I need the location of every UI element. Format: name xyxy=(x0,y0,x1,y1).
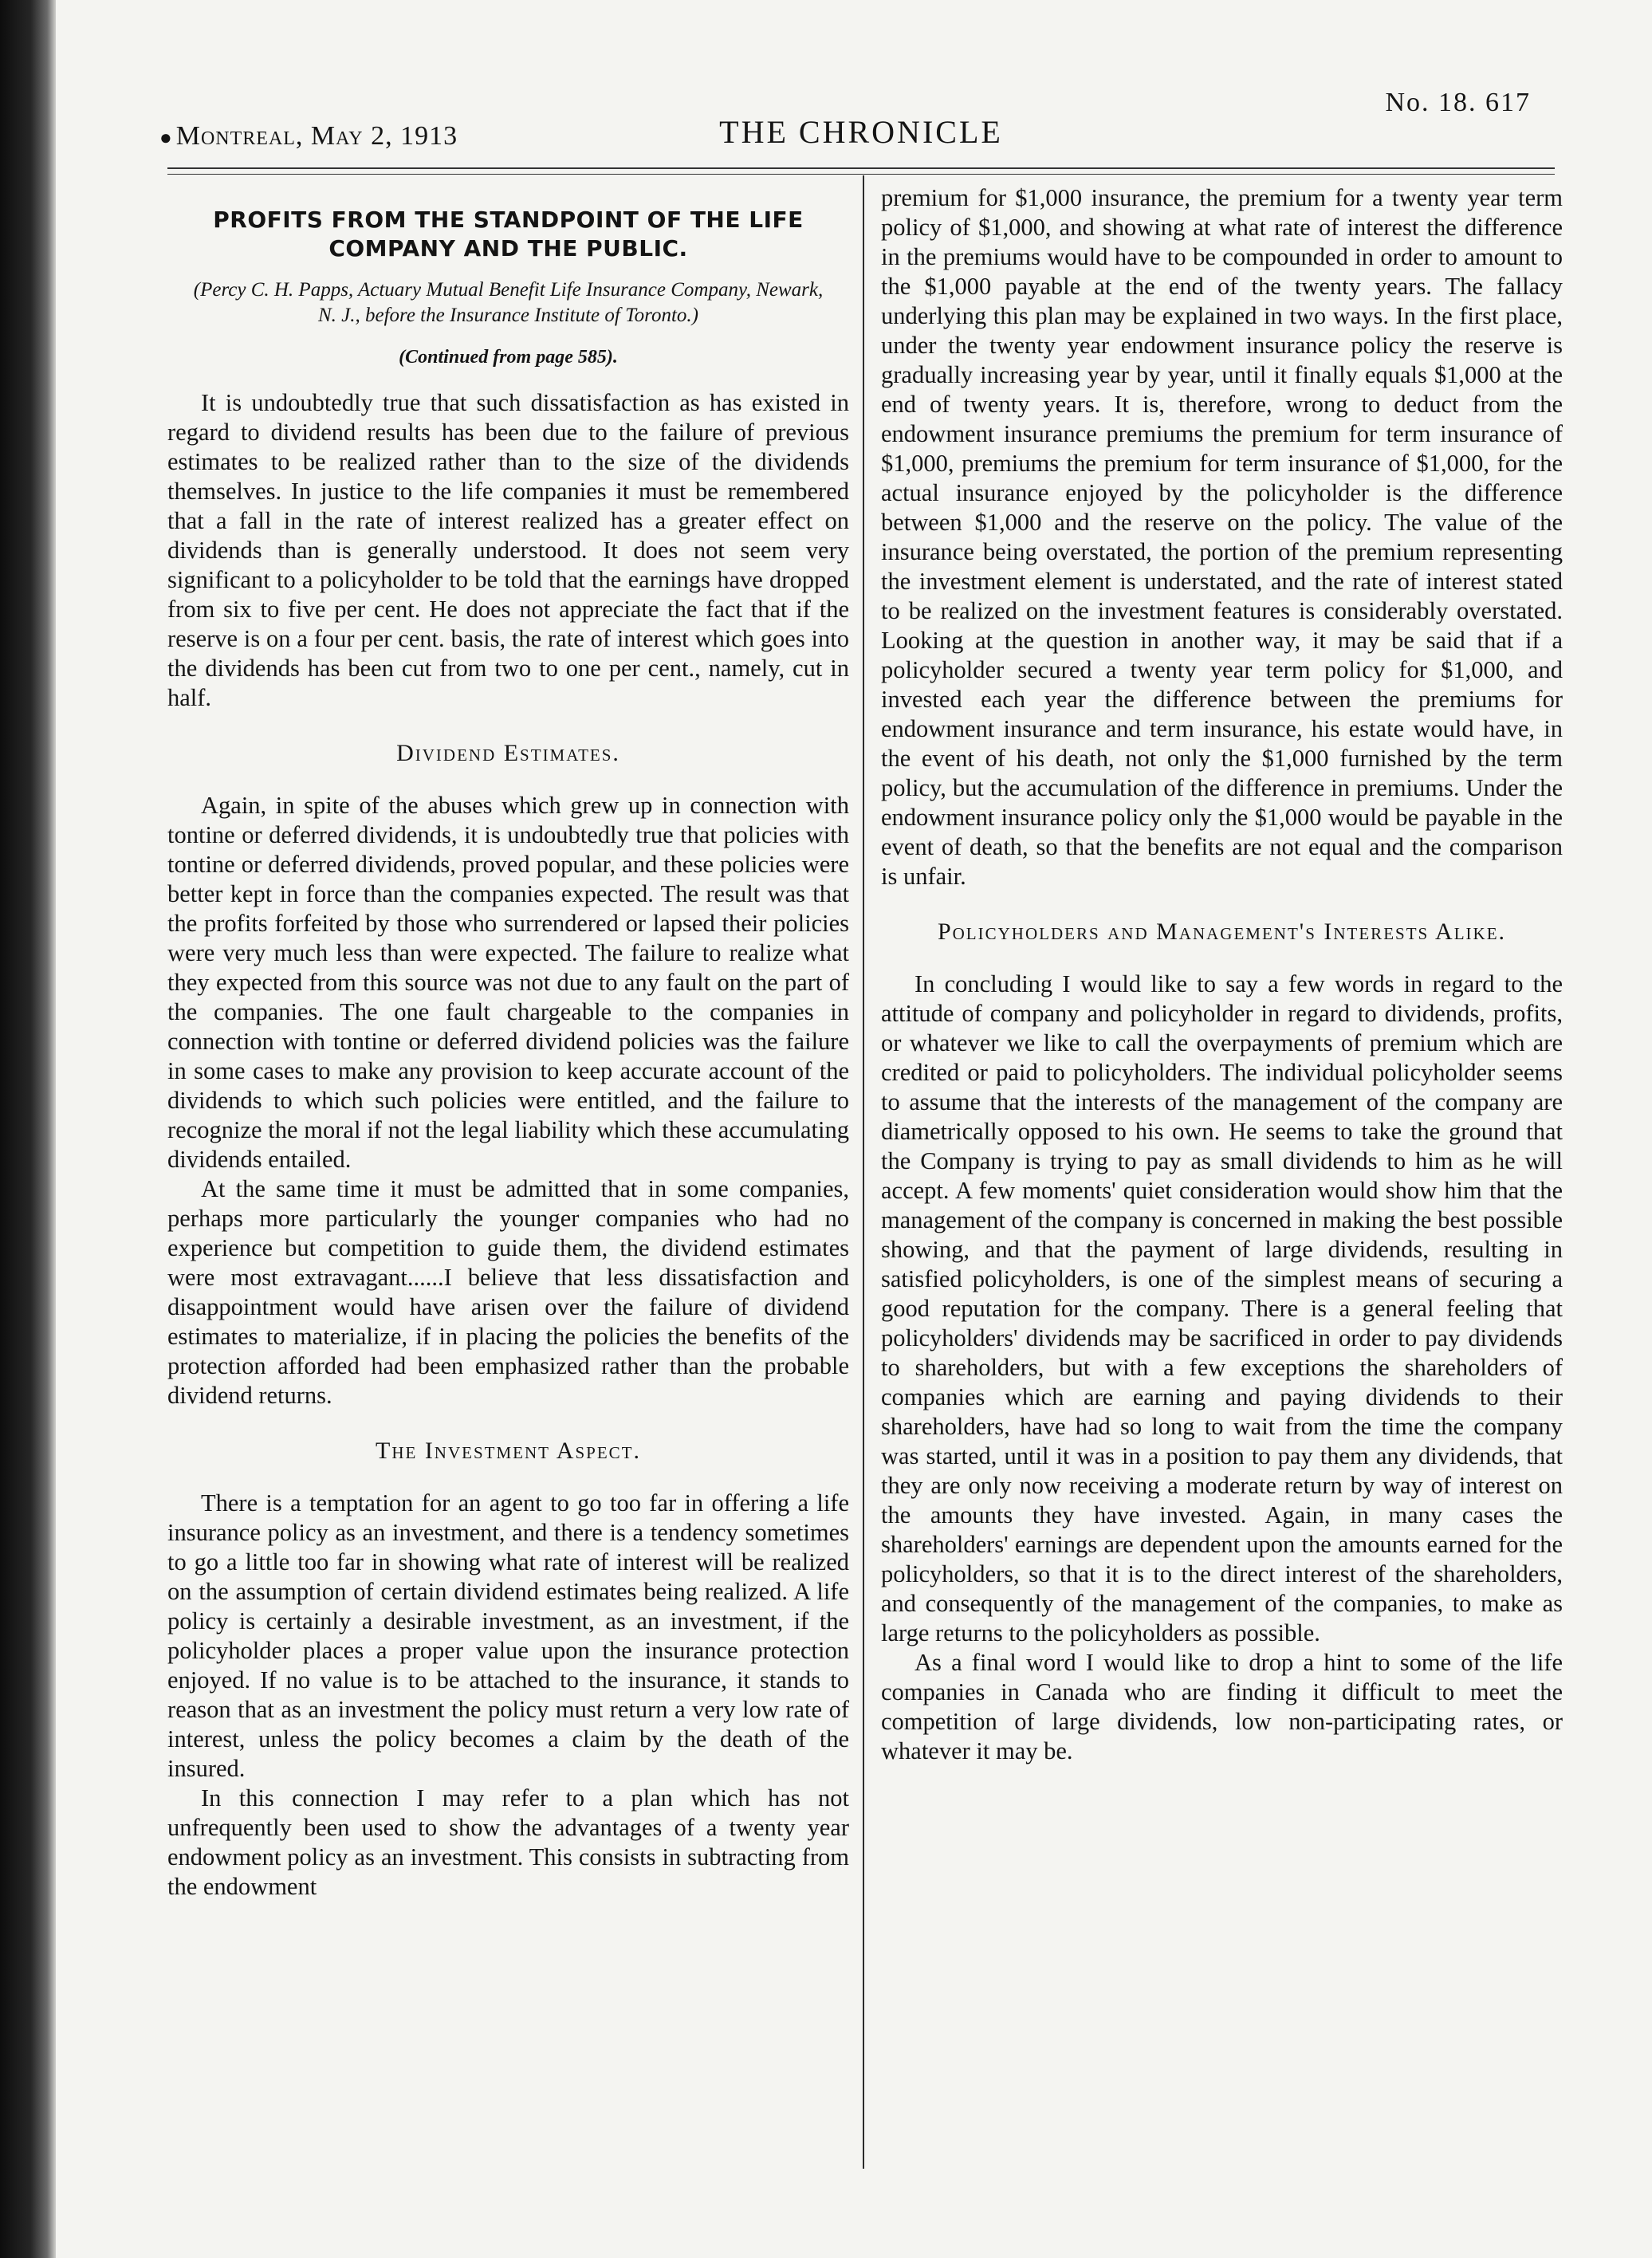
page-header xyxy=(159,72,1563,159)
bullet-icon: ● xyxy=(159,126,173,149)
publication-title: THE CHRONICLE xyxy=(719,114,1003,150)
left-column xyxy=(167,183,849,1902)
policyholders-paragraph-2: As a final word I would like to drop a hint to some of the life companies in Canada who are finding it difficult to meet the competition of large dividends, low non-participating rates, or whatever it may be. xyxy=(881,1649,1563,1764)
dividend-paragraph-1: Again, in spite of the abuses which grew up in connection with tontine or deferred dividends, it is undoubtedly true that policies with tontine or deferred dividends, proved popular, and these policies were better kept in force than the companies expected. The result was that the profits forfeited by those who surrendered or lapsed their policies were very much less than were expected. The failure to realize what they expected from this source was not due to any fault on the part of the companies. The one fault chargeable to the companies in connection with tontine or deferred dividend policies was the failure in some cases to make any provision to keep accurate account of the dividends to which such policies were entitled, and the failure to recognize the moral if not the legal liability which these accumulating dividends entailed. xyxy=(167,792,849,1173)
book-binding-shadow xyxy=(0,0,56,2258)
issue-number: No. 18. 617 xyxy=(1385,88,1531,117)
header-rule xyxy=(167,167,1555,169)
section-heading-dividend: Dividend Estimates. xyxy=(396,740,620,766)
header-rule-thin xyxy=(167,174,1555,175)
policyholders-paragraph-1: In concluding I would like to say a few words in regard to the attitude of company and policyholder in regard to dividends, profits, or whatever we like to call the overpayments of premium which are credited or paid to policyholders. The individual policyholder seems to assume that the interests of the management of the company are diametrically opposed to his own. He seems to take the ground that the Company is trying to pay as small dividends to him as he will accept. A few moments' quiet consideration would show him that the management of the company is concerned in making the best possible showing, and that the payment of large dividends, resulting in satisfied policyholders, is one of the simplest means of securing a good reputation for the company. There is a general feeling that policyholders' dividends may be sacrificed in order to pay dividends to shareholders, but with a few exceptions the shareholders of companies which are earning and paying dividends to their shareholders, have had so long to wait from the time the company was started, until it was in a position to pay them any dividends, that they are only now receiving a moderate return by way of interest on the amounts they have invested. Again, in many cases the shareholders' earnings are dependent upon the amounts earned for the policyholders, so that it is to the direct interest of the shareholders, and consequently of the management of the companies, to make as large returns to the policyholders as possible. xyxy=(881,970,1563,1646)
section-heading-investment: The Investment Aspect. xyxy=(376,1438,641,1464)
newspaper-page xyxy=(96,40,1626,2248)
continued-note: (Continued from page 585). xyxy=(399,347,618,368)
investment-paragraph-2-continued: premium for $1,000 insurance, the premium for a twenty year term policy of $1,000, and showing at what rate of interest the difference in the premiums would have to be compounded in order to amount to the $1,000 payable at the end of the twenty years. The fallacy underlying this plan may be explained in two ways. In the first place, under the twenty year endowment insurance policy the reserve is gradually increasing year by year, until it finally equals $1,000 at the end of twenty years. It is, therefore, wrong to deduct from the endowment insurance premiums the premium for term insurance of $1,000, premiums the premium for term insurance of $1,000, for the actual insurance enjoyed by the policyholder is the difference between $1,000 and the reserve on the policy. The value of the insurance being overstated, the portion of the premium representing the investment element is understated, and the rate of interest stated to be realized on the investment features is considerably overstated. Looking at the question in another way, it may be said that if a policyholder secured a twenty year term policy for $1,000, and invested each year the difference between the premiums for endowment insurance and term insurance, his estate would have, in the event of his death, not only the $1,000 furnished by the term policy, but the accumulation of the difference in premiums. Under the endowment insurance policy only the $1,000 would be payable in the event of death, so that the benefits are not equal and the comparison is unfair. xyxy=(881,184,1563,890)
section-heading-policyholders: Policyholders and Management's Interests Alike. xyxy=(937,919,1507,945)
article-headline: PROFITS FROM THE STANDPOINT OF THE LIFE COMPANY AND THE PUBLIC. xyxy=(213,207,804,262)
column-divider xyxy=(863,175,864,2169)
investment-paragraph-1: There is a temptation for an agent to go too far in offering a life insurance policy as an investment, and there is a tendency sometimes to go a little too far in showing what rate of interest will be realized on the assumption of certain dividend estimates being realized. A life policy is certainly a desirable investment, as an investment, if the policyholder places a proper value upon the insurance protection enjoyed. If no value is to be attached to the insurance, it stands to reason that as an investment the policy must return a very low rate of interest, unless the policy becomes a claim by the death of the insured. xyxy=(167,1489,849,1782)
dividend-paragraph-2: At the same time it must be admitted that in some companies, perhaps more particularly the younger companies who had no experience but competition to guide them, the dividend estimates were most extravagant......I believe that less dissatisfaction and disappointment would have arisen over the failure of dividend estimates to materialize, if in placing the policies the benefits of the protection afforded had been emphasized rather than the probable dividend returns. xyxy=(167,1175,849,1409)
header-date: Montreal, May 2, 1913 xyxy=(175,121,458,151)
intro-paragraph: It is undoubtedly true that such dissatisfaction as has existed in regard to dividend results has been due to the failure of previous estimates to be realized rather than to the size of the dividends themselves. In justice to the life companies it must be remembered that a fall in the rate of interest realized has a greater effect on dividends than is generally understood. It does not seem very significant to a policyholder to be told that the earnings have dropped from six to five per cent. He does not appreciate the fact that if the reserve is on a four per cent. basis, the rate of interest which goes into the dividends has been cut from two to one per cent., namely, cut in half. xyxy=(167,389,849,711)
investment-paragraph-2: In this connection I may refer to a plan which has not unfrequently been used to show the advantages of a twenty year endowment policy as an investment. This consists in subtracting from the endowment xyxy=(167,1784,849,1900)
right-column xyxy=(881,183,1563,1766)
article-byline: (Percy C. H. Papps, Actuary Mutual Benefit Life Insurance Company, Newark, N. J., before the Insurance Institute of Toronto.) xyxy=(193,279,824,326)
